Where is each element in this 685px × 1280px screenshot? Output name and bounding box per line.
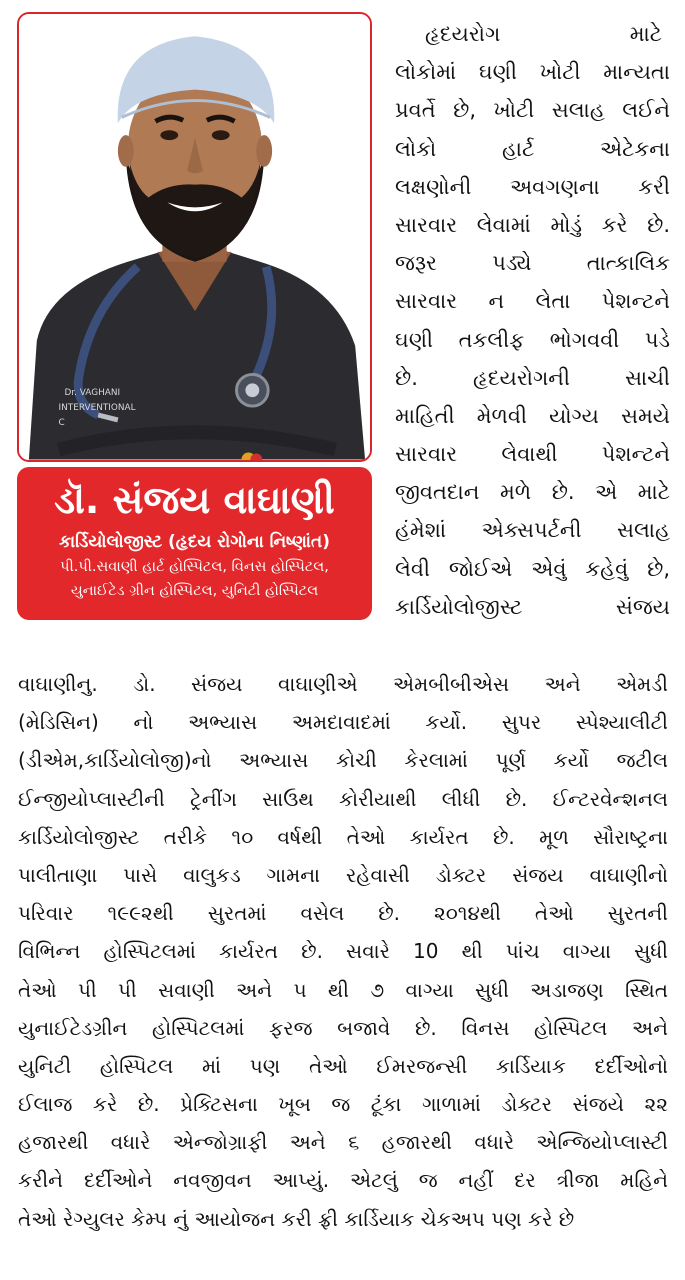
article-first-line: [395, 15, 670, 53]
article-line: પ્રવર્તે છે, ખોટી સલાહ લઈને: [395, 98, 670, 123]
article-line: (ડીએમ,કાર્ડિયોલોજી)નો અભ્યાસ કોચી કેરલામાં પૂર્ણ કર્યો જટીલ: [18, 748, 668, 773]
doctor-hospitals-line-1: પી.પી.સવાણી હાર્ટ હોસ્પિટલ, વિનસ હોસ્પિટલ,: [60, 559, 329, 575]
article-body-full-width: [18, 665, 668, 1238]
article-line: લોકોમાં ઘણી ખોટી માન્યતા: [395, 60, 670, 85]
article-line: કરીને દર્દીઓને નવજીવન આપ્યું. એટલું જ નહીં દર ત્રીજા મહિને: [18, 1168, 668, 1193]
article-line: કાર્ડિયોલોજીસ્ટ તરીકે ૧૦ વર્ષથી તેઓ કાર્યરત છે. મૂળ સૌરાષ્ટ્રના: [18, 824, 668, 849]
article-line: લક્ષણોની અવગણના કરી: [395, 174, 670, 199]
article-line: કાર્ડિયોલોજીસ્ટ સંજય: [395, 594, 670, 619]
doctor-photo: [17, 12, 372, 462]
article-line: પરિવાર ૧૯૯૨થી સુરતમાં વસેલ છે. ૨૦૧૪થી તેઓ સુરતની: [18, 901, 668, 926]
article-line: પાલીતાણા પાસે વાલુકડ ગામના રહેવાસી ડોક્ટર સંજય વાઘાણીનો: [18, 862, 668, 887]
doctor-portrait-illustration: [19, 14, 370, 460]
article-lead-tail: માટે: [629, 22, 662, 46]
article-line: હજારથી વધારે એન્જોગ્રાફી અને ૬ હજારથી વધારે એન્જિયોપ્લાસ્ટી: [18, 1130, 668, 1155]
article-line: યુનિટી હોસ્પિટલ માં પણ તેઓ ઈમરજન્સી કાર્ડિયાક દર્દીઓનો: [18, 1053, 668, 1078]
doctor-name-box: [17, 467, 372, 620]
article-line: સારવાર લેવામાં મોડું કરે છે.: [395, 212, 670, 237]
article-line: જરૂર પડ્યે તાત્કાલિક: [395, 251, 670, 276]
article-line: સારવાર લેવાથી પેશન્ટને: [395, 442, 670, 467]
article-line: ઈલાજ કરે છે. પ્રેક્ટિસના ખૂબ જ ટૂંકા ગાળામાં ડોક્ટર સંજયે ૨૨: [18, 1092, 668, 1117]
article-line: લેવી જોઈએ એવું કહેવું છે,: [395, 556, 670, 581]
article-line: ઈન્જીયોપ્લાસ્ટીની ટ્રેનીંગ સાઉથ કોરીયાથી લીધી છે. ઈન્ટરવેન્શનલ: [18, 786, 668, 811]
article-lead-word: હૃદયરોગ: [425, 22, 501, 46]
article-line-last: તેઓ રેગ્યુલર કેમ્પ નું આયોજન કરી ફ્રી કાર્ડિયાક ચેકઅપ પણ કરે છે: [18, 1206, 575, 1231]
article-line: વિભિન્ન હોસ્પિટલમાં કાર્યરત છે. સવારે 10 થી પાંચ વાગ્યા સુધી: [18, 939, 668, 964]
doctor-hospitals-line-2: યુનાઈટેડ ગ્રીન હોસ્પિટલ, યુનિટી હોસ્પિટલ: [70, 583, 319, 599]
article-line: હંમેશાં એક્સપર્ટની સલાહ: [395, 518, 670, 543]
coat-embroidery-extra: C: [58, 417, 65, 428]
doctor-speciality: કાર્ડિયોલોજીસ્ટ (હૃદય રોગોના નિષ્ણાંત): [59, 532, 330, 552]
doctor-name: ડૉ. સંજય વાઘાણી: [54, 478, 335, 522]
coat-embroidery-title: INTERVENTIONAL: [58, 403, 136, 414]
article-line: માહિતી મેળવી યોગ્ય સમયે: [395, 403, 670, 428]
article-line: છે. હૃદયરોગની સાચી: [395, 365, 670, 390]
article-line: વાઘાણીનુ. ડો. સંજય વાઘાણીએ એમબીબીએસ અને એમડી: [18, 672, 668, 696]
article-side-column: [395, 15, 670, 626]
article-line: જીવતદાન મળે છે. એ માટે: [395, 480, 670, 505]
article-line: લોકો હાર્ટ એટેકના: [395, 136, 670, 161]
coat-embroidery-name: Dr. VAGHANI: [64, 388, 121, 399]
article-line: (મેડિસિન) નો અભ્યાસ અમદાવાદમાં કર્યો. સુપર સ્પેશ્યાલીટી: [18, 710, 668, 735]
article-line: સારવાર ન લેતા પેશન્ટને: [395, 289, 670, 314]
article-line: યુનાઈટેડગ્રીન હોસ્પિટલમાં ફરજ બજાવે છે. વિનસ હોસ્પિટલ અને: [18, 1015, 668, 1040]
article-line: તેઓ પી પી સવાણી અને ૫ થી ૭ વાગ્યા સુધી અડાજણ સ્થિત: [18, 977, 668, 1002]
article-line: ઘણી તકલીફ ભોગવવી પડે: [395, 327, 670, 352]
